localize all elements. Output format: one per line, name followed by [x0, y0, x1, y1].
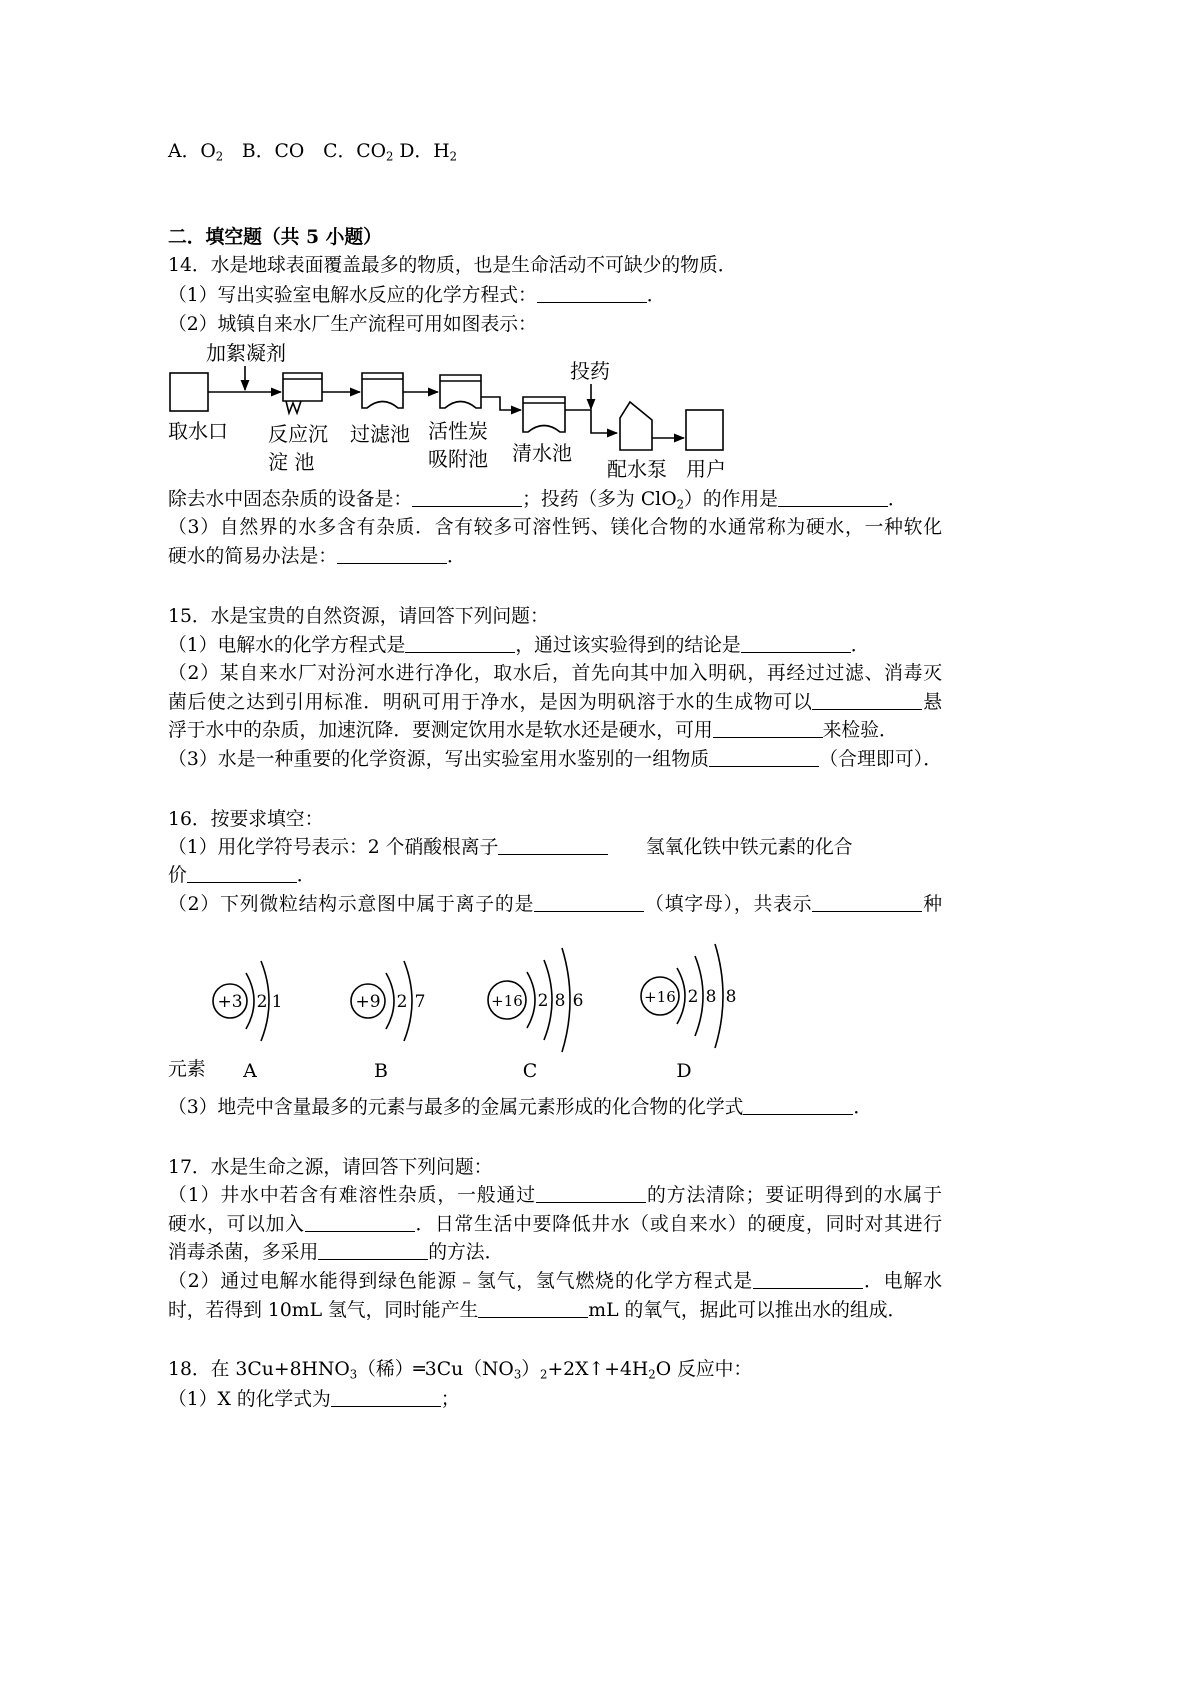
q18-stem-subscript: 2 — [648, 1367, 656, 1382]
section-title: 二．填空题（共 5 小题） — [168, 226, 382, 248]
electron-count-d-1: 2 — [687, 987, 699, 1007]
q16-part2-text: （填字母），共表示 — [644, 894, 813, 915]
q14-part2-followup-text: ． — [887, 489, 907, 510]
q18-stem-text: （稀）═3Cu（NO — [357, 1359, 514, 1380]
q17-part1-line3 — [168, 1239, 503, 1267]
q15-stem — [168, 603, 549, 631]
q17-part1-line2 — [168, 1211, 942, 1239]
q16-part2 — [168, 891, 942, 919]
q15-part1-answer-blank — [741, 634, 851, 653]
q17-part1-line2-text: 硬水，可以加入 — [168, 1214, 305, 1235]
water-treatment-flow-diagram — [160, 335, 750, 485]
q18-stem-text: +2X↑+4H — [547, 1359, 649, 1380]
q17-part1-line1 — [168, 1182, 942, 1210]
q14-stem-text: 14．水是地球表面覆盖最多的物质，也是生命活动不可缺少的物质． — [168, 255, 737, 276]
q17-part2-line1 — [168, 1268, 942, 1296]
q14-part2-followup-answer-blank — [778, 488, 888, 507]
q14-stem — [168, 252, 737, 280]
q13-options-text: D．H — [393, 141, 450, 162]
q18-stem-subscript: 3 — [513, 1367, 522, 1382]
electron-count-c-2: 8 — [554, 991, 566, 1011]
atom-label-a: A — [243, 1060, 257, 1082]
q14-part2-followup-subscript: 2 — [676, 497, 684, 512]
q17-part2-line1-text: （2）通过电解水能得到绿色能源﹣氢气，氢气燃烧的化学方程式是 — [168, 1271, 754, 1292]
arrow-clear-water-to-pump — [565, 410, 617, 433]
q13-options-subscript: 2 — [215, 149, 224, 164]
sedimentation-tank-icon — [283, 373, 322, 413]
atom-structure-c — [488, 948, 583, 1082]
electron-count-a-1: 2 — [256, 992, 268, 1012]
q15-part2-line3-answer-blank — [713, 719, 823, 738]
electron-count-d-3: 8 — [725, 987, 737, 1007]
dosing-label: 投药 — [570, 359, 610, 383]
q15-part1-text: ，通过该实验得到的结论是 — [515, 635, 741, 656]
q18-stem-subscript: 3 — [349, 1367, 358, 1382]
electron-count-b-2: 7 — [414, 992, 426, 1012]
q16-part3 — [168, 1094, 872, 1122]
q18-part1-text: （1）X 的化学式为 — [168, 1389, 331, 1410]
atom-label-c: C — [522, 1060, 538, 1082]
intake-label: 取水口 — [168, 419, 228, 443]
q16-part1-line1 — [168, 834, 853, 862]
q16-part1-line2 — [168, 862, 316, 890]
q16-part3-text: ． — [853, 1097, 873, 1118]
q16-part2-answer-blank — [534, 893, 644, 912]
q15-part1 — [168, 632, 869, 660]
q16-part1-line2-text: 价 — [168, 865, 187, 886]
q17-stem — [168, 1154, 492, 1182]
q16-part2-text: 种 — [922, 894, 943, 915]
q16-part3-answer-blank — [743, 1096, 853, 1115]
q18-part1-text: ； — [440, 1389, 460, 1410]
user-label: 用户 — [686, 457, 726, 481]
q15-part3-text: （3）水是一种重要的化学资源，写出实验室用水鉴别的一组物质 — [168, 749, 710, 770]
nucleus-charge-a: +3 — [217, 992, 243, 1012]
q15-part3 — [168, 746, 942, 774]
q16-part2-answer-blank — [812, 893, 922, 912]
atom-structure-diagrams — [160, 930, 780, 1090]
q18-stem-text: O 反应中： — [655, 1359, 753, 1380]
q16-part2-text: （2）下列微粒结构示意图中属于离子的是 — [168, 894, 535, 915]
q17-part1-line3-answer-blank — [318, 1241, 428, 1260]
q16-part1-line1-text: 氢氧化铁中铁元素的化合 — [608, 837, 853, 858]
q15-part3-text: （合理即可）． — [819, 749, 942, 770]
q14-part1 — [168, 282, 666, 310]
electron-count-d-2: 8 — [705, 987, 717, 1007]
arrow-carbon-to-clear-water — [481, 397, 521, 410]
q15-part2-line3-text: 浮于水中的杂质，加速沉降．要测定饮用水是软水还是硬水，可用 — [168, 720, 713, 741]
electron-count-a-2: 1 — [271, 992, 283, 1012]
q15-part2-line3 — [168, 717, 898, 745]
q14-part1-text: ． — [646, 285, 666, 306]
atom-label-b: B — [374, 1060, 388, 1082]
pump-label: 配水泵 — [607, 457, 667, 481]
atom-label-d: D — [676, 1060, 692, 1082]
q14-part3-line2-text: 硬水的简易办法是： — [168, 546, 338, 567]
carbon-adsorption-label-line1: 活性炭 — [428, 419, 488, 443]
q14-part3-line2-text: ． — [447, 546, 466, 567]
q14-part3-line2-answer-blank — [337, 545, 447, 564]
clear-water-label: 清水池 — [512, 441, 572, 465]
q15-part2-line3-text: 来检验． — [822, 720, 898, 741]
q18-stem-subscript: 2 — [540, 1367, 548, 1382]
nucleus-charge-d: +16 — [644, 988, 676, 1006]
atom-structure-d — [641, 944, 736, 1082]
q16-part1-line2-answer-blank — [187, 864, 297, 883]
atom-row-label: 元素 — [168, 1059, 206, 1080]
q17-part2-line2 — [168, 1297, 906, 1325]
q14-part2-followup-text: ；投药（多为 ClO — [522, 489, 677, 510]
q15-part2-line1 — [168, 660, 942, 688]
nucleus-charge-c: +16 — [491, 992, 523, 1010]
q14-part1-answer-blank — [537, 284, 647, 303]
electron-shell-arc-c-1 — [527, 972, 535, 1028]
q17-part1-line1-text: （1）井水中若含有难溶性杂质，一般通过 — [168, 1185, 537, 1206]
q16-part1-line1-text: （1）用化学符号表示：2 个硝酸根离子 — [168, 837, 499, 858]
q14-part3-line2 — [168, 543, 466, 571]
q17-part1-line1-answer-blank — [536, 1184, 646, 1203]
q15-stem-text: 15．水是宝贵的自然资源，请回答下列问题： — [168, 606, 549, 627]
q17-part1-line3-text: 的方法． — [428, 1242, 504, 1263]
filtration-label: 过滤池 — [350, 422, 410, 446]
q15-part1-text: （1）电解水的化学方程式是 — [168, 635, 406, 656]
q14-part2-text: （2）城镇自来水厂生产流程可用如图表示： — [168, 314, 537, 335]
q16-part3-text: （3）地壳中含量最多的元素与最多的金属元素形成的化合物的化学式 — [168, 1097, 744, 1118]
electron-count-c-1: 2 — [537, 991, 549, 1011]
q15-part3-answer-blank — [709, 748, 819, 767]
q15-part1-text: ． — [850, 635, 870, 656]
q14-part1-text: （1）写出实验室电解水反应的化学方程式： — [168, 285, 537, 306]
q17-part1-line2-answer-blank — [305, 1213, 415, 1232]
q15-part2-line2-answer-blank — [812, 691, 922, 710]
q18-part1 — [168, 1386, 460, 1414]
atom-structure-b — [351, 961, 425, 1082]
q13-options-subscript: 2 — [449, 149, 458, 164]
q16-part1-line1-answer-blank — [498, 836, 608, 855]
sedimentation-label-line1: 反应沉 — [268, 422, 328, 446]
coagulant-label: 加絮凝剂 — [206, 341, 286, 365]
intake-box — [170, 373, 208, 411]
filter-tank-icon — [362, 373, 403, 408]
q13-options — [168, 138, 457, 166]
electron-count-b-1: 2 — [396, 992, 408, 1012]
electron-count-c-3: 6 — [572, 991, 584, 1011]
q17-part2-line1-text: ．电解水 — [863, 1271, 942, 1292]
q17-part2-line1-answer-blank — [753, 1270, 863, 1289]
q13-options-subscript: 2 — [386, 149, 394, 164]
q15-part2-line1-text: （2）某自来水厂对汾河水进行净化，取水后，首先向其中加入明矾，再经过过滤、消毒灭 — [168, 663, 942, 684]
q14-part2-followup — [168, 486, 907, 514]
atom-structure-a — [213, 961, 282, 1082]
q15-part2-line2-text: 悬 — [922, 692, 942, 713]
q17-part2-line2-text: mL 的氧气，据此可以推出水的组成． — [588, 1300, 907, 1321]
q14-part3-line1-text: （3）自然界的水多含有杂质．含有较多可溶性钙、镁化合物的水通常称为硬水，一种软化 — [168, 517, 942, 538]
q18-part1-answer-blank — [331, 1388, 441, 1407]
user-box — [686, 410, 723, 450]
q17-part1-line1-text: 的方法清除；要证明得到的水属于 — [646, 1185, 942, 1206]
q17-part1-line2-text: ．日常生活中要降低井水（或自来水）的硬度，同时对其进行 — [414, 1214, 943, 1235]
q15-part2-line2-text: 菌后使之达到引用标准．明矾可用于净水，是因为明矾溶于水的生成物可以 — [168, 692, 813, 713]
q14-part3-line1 — [168, 514, 942, 542]
q17-part1-line3-text: 消毒杀菌，多采用 — [168, 1242, 319, 1263]
q13-options-text: B．CO C．CO — [223, 141, 386, 162]
q18-stem — [168, 1356, 752, 1384]
carbon-adsorption-label-line2: 吸附池 — [428, 447, 488, 471]
q18-stem-text: 18．在 3Cu+8HNO — [168, 1359, 350, 1380]
q15-part1-answer-blank — [405, 634, 515, 653]
electron-shell-arc-b-1 — [386, 973, 394, 1029]
q17-part2-line2-answer-blank — [478, 1299, 588, 1318]
q16-part1-line2-text: ． — [296, 865, 316, 886]
q16-stem-text: 16．按要求填空： — [168, 809, 324, 830]
nucleus-charge-b: +9 — [355, 992, 381, 1012]
q14-part2-followup-text: ）的作用是 — [684, 489, 778, 510]
pump-icon — [620, 402, 652, 450]
q14-part2-followup-text: 除去水中固态杂质的设备是： — [168, 489, 413, 510]
q17-part2-line2-text: 时，若得到 10mL 氢气，同时能产生 — [168, 1300, 479, 1321]
q18-stem-text: ） — [521, 1359, 541, 1380]
clear-water-tank-icon — [523, 397, 565, 432]
sedimentation-label-line2: 淀 池 — [268, 450, 315, 474]
q16-stem — [168, 806, 323, 834]
q17-stem-text: 17．水是生命之源，请回答下列问题： — [168, 1157, 493, 1178]
q15-part2-line2 — [168, 689, 942, 717]
q13-options-text: A．O — [168, 141, 216, 162]
q14-part2-followup-answer-blank — [412, 488, 522, 507]
carbon-adsorption-tank-icon — [440, 375, 481, 408]
